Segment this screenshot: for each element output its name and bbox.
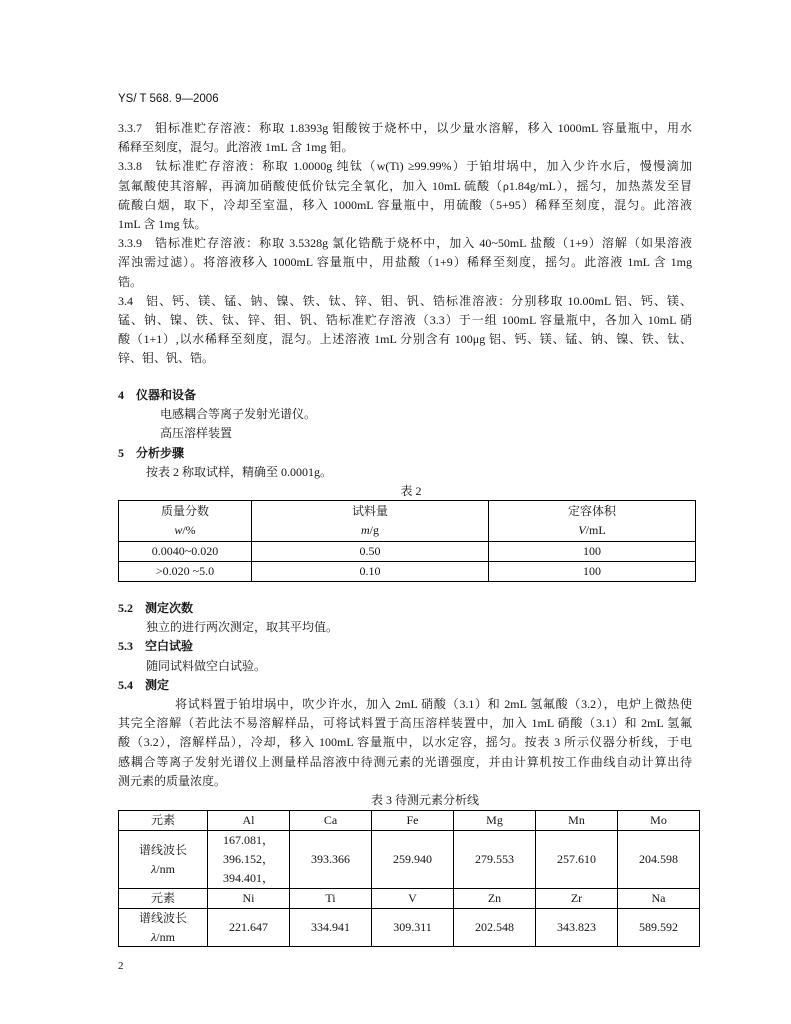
wavelength-value: 396.152，: [222, 852, 274, 866]
unit-label: /mL: [585, 523, 606, 537]
wavelength-cell: 257.610: [536, 831, 618, 889]
element-cell: Mg: [454, 811, 536, 831]
section-number: 5.4: [118, 677, 133, 692]
element-row: [119, 811, 700, 831]
sample-mass-table: [118, 500, 696, 582]
row-label-cell: 元素: [119, 889, 208, 909]
clause-text: 浑浊需过滤）。将溶液移入 1000mL 容量瓶中，用盐酸（1+9）稀释至刻度，摇匀。此溶液 1mL 含 1mg: [118, 255, 692, 270]
section-heading: [118, 599, 692, 618]
clause-text: 钛标准贮存溶液：称取 1.0000g 纯钛（w(Ti) ≥99.99%）于铂坩埚中，加入少许水后，慢慢滴加: [154, 159, 692, 174]
clause-line: [118, 119, 692, 138]
table-header-cell: [119, 501, 252, 542]
clause-text: 铝、钙、镁、锰、钠、镍、铁、钛、锌、钼、钒、锆标准溶液：分别移取 10.00mL 铝、钙、镁、: [145, 293, 692, 308]
standard-solution-clauses: [118, 119, 692, 368]
wavelength-cell: 343.823: [536, 909, 618, 947]
unit-symbol: λ: [151, 861, 157, 876]
table-cell: >0.020 ~5.0: [119, 562, 252, 582]
wavelength-cell: 204.598: [618, 831, 700, 889]
clause-number: 3.3.7: [118, 121, 142, 135]
unit-label: /nm: [156, 861, 175, 876]
table-cell: 0.0040~0.020: [119, 542, 252, 562]
header-unit: [252, 521, 488, 540]
wavelength-cell: 202.548: [454, 909, 536, 947]
element-cell: Ca: [290, 811, 372, 831]
equipment-item: 高压溶样装置: [160, 426, 233, 441]
table-cell: 100: [489, 562, 696, 582]
clause-line: [118, 215, 692, 234]
wavelength-cell: 221.647: [208, 909, 290, 947]
table-cell: 100: [489, 542, 696, 562]
wavelength-value: 167.081，: [222, 833, 274, 847]
element-cell: Mn: [536, 811, 618, 831]
section-title: 测定: [145, 677, 170, 692]
section-number: 4: [118, 388, 124, 402]
wavelength-cell: 589.592: [618, 909, 700, 947]
section-number: 5.2: [118, 601, 133, 615]
element-cell: Ti: [290, 889, 372, 909]
clause-line: [118, 273, 692, 292]
determination-sections: [118, 599, 692, 810]
unit-label: /g: [369, 523, 379, 537]
element-cell: V: [372, 889, 454, 909]
table-row: [119, 562, 696, 582]
unit-symbol: λ: [151, 929, 157, 944]
wavelength-label: 谱线波长: [138, 842, 187, 857]
header-name: 试料量: [351, 504, 388, 518]
clause-line: [118, 177, 692, 196]
analysis-lines-table: [118, 810, 700, 947]
body-text: 按表 2 称取试样，精确至 0.0001g。: [146, 464, 333, 479]
table-header-cell: [252, 501, 489, 542]
header-unit: [119, 521, 251, 540]
unit-symbol: m: [360, 523, 370, 537]
element-cell: Zn: [454, 889, 536, 909]
section-heading: [118, 386, 692, 405]
section-title: 仪器和设备: [136, 388, 197, 402]
clause-line: [118, 330, 692, 349]
header-name: 定容体积: [567, 504, 616, 518]
standard-code: YS/ T 568. 9—2006: [118, 93, 219, 105]
table-header-cell: [489, 501, 696, 542]
section-heading: [118, 676, 692, 695]
unit-symbol: w: [174, 523, 183, 537]
paragraph-line: 酸（3.2），溶解样品），冷却，移入 100mL 容量瓶中，以水定容，摇匀。按表 3 所示仪器分析线，于电: [118, 735, 692, 750]
paragraph-line: 将试料置于铂坩埚中，吹少许水，加入 2mL 硝酸（3.1）和 2mL 氢氟酸（3.2），电炉上微热使: [175, 696, 692, 711]
section-heading: [118, 444, 692, 463]
clause-line: [118, 311, 692, 330]
row-label-cell: 元素: [119, 811, 208, 831]
section-heading: [118, 637, 692, 656]
section-title: 测定次数: [145, 601, 194, 615]
equipment-item: 电感耦合等离子发射光谱仪。: [160, 407, 317, 422]
section-title: 分析步骤: [136, 445, 185, 460]
clause-number: 3.4: [118, 293, 133, 308]
wavelength-label: 谱线波长: [138, 911, 187, 925]
header-unit: [489, 521, 695, 540]
clause-line: [118, 196, 692, 215]
clause-text: 硫酸白烟，取下，冷却至室温，移入 1000mL 容量瓶中，用硫酸（5+95）稀释至刻度，混匀。此溶液: [118, 197, 692, 212]
clause-line: [118, 138, 692, 157]
wavelength-cell: 334.941: [290, 909, 372, 947]
element-cell: Mo: [618, 811, 700, 831]
clause-line: [118, 157, 692, 176]
page-number: 2: [118, 960, 124, 972]
element-cell: Al: [208, 811, 290, 831]
paragraph-line: 其完全溶解（若此法不易溶解样品，可将试料置于高压溶样装置中，加入 1mL 硝酸（3.1）和 2mL 氢氟: [118, 716, 692, 731]
table-header-row: [119, 501, 696, 542]
wavelength-cell: [208, 831, 290, 889]
section-number: 5.3: [118, 639, 133, 654]
table-row: [119, 542, 696, 562]
clause-number: 3.3.8: [118, 159, 142, 174]
clause-text: 锰、钠、镍、铁、钛、锌、钼、钒、锆标准贮存溶液（3.3）于一组 100mL 容量瓶中，各加入 10mL 硝: [118, 312, 692, 327]
clause-number: 3.3.9: [118, 236, 142, 251]
wavelength-unit: [119, 860, 207, 879]
clause-text: 锆标准贮存溶液：称取 3.5328g 氯化锆酰于烧杯中，加入 40~50mL 盐酸（1+9）溶解（如果溶液: [154, 236, 692, 251]
element-cell: Zr: [536, 889, 618, 909]
wavelength-cell: 393.366: [290, 831, 372, 889]
clause-text: 1mL 含 1mg 钛。: [118, 216, 207, 231]
clause-text: 氢氟酸使其溶解，再滴加硝酸使低价钛完全氧化，加入 10mL 硫酸（ρ1.84g/mL），摇匀，加热蒸发至冒: [118, 178, 692, 193]
clause-line: [118, 292, 692, 311]
wavelength-row: [119, 909, 700, 947]
table-caption: 表 3 待测元素分析线: [370, 792, 479, 807]
wavelength-cell: 279.553: [454, 831, 536, 889]
clause-text: 酸（1+1）,以水稀释至刻度，混匀。上述溶液 1mL 分别含有 100μg 铝、钙、镁、锰、钠、镍、铁、钛、: [118, 332, 692, 347]
table-cell: 0.10: [252, 562, 489, 582]
wavelength-row: [119, 831, 700, 889]
wavelength-value: 394.401，: [222, 871, 274, 885]
row-label-cell: [119, 831, 208, 889]
paragraph-line: 测元素的质量浓度。: [118, 773, 227, 788]
section-number: 5: [118, 445, 124, 460]
wavelength-unit: [119, 928, 207, 947]
table-caption: 表 2: [400, 483, 422, 498]
clause-text: 锌、钼、钒、锆。: [118, 351, 215, 366]
header-name: 质量分数: [160, 504, 209, 518]
unit-symbol: V: [578, 523, 586, 537]
element-cell: Ni: [208, 889, 290, 909]
clause-line: [118, 253, 692, 272]
unit-label: /nm: [156, 929, 175, 944]
section-title: 空白试验: [145, 639, 194, 654]
clause-line: [118, 349, 692, 368]
element-row: [119, 889, 700, 909]
clause-text: 锆。: [118, 274, 143, 289]
body-text: 独立的进行两次测定，取其平均值。: [146, 620, 339, 635]
clause-text: 稀释至刻度，混匀。此溶液 1mL 含 1mg 钼。: [118, 140, 354, 155]
row-label-cell: [119, 909, 208, 947]
table-cell: 0.50: [252, 542, 489, 562]
unit-label: /%: [182, 523, 196, 537]
wavelength-cell: 259.940: [372, 831, 454, 889]
element-cell: Fe: [372, 811, 454, 831]
wavelength-cell: 309.311: [372, 909, 454, 947]
body-text: 随同试料做空白试验。: [146, 658, 267, 673]
clause-line: [118, 234, 692, 253]
element-cell: Na: [618, 889, 700, 909]
clause-text: 钼标准贮存溶液：称取 1.8393g 钼酸铵于烧杯中，以少量水溶解，移入 1000mL 容量瓶中，用水: [154, 121, 692, 135]
paragraph-line: 感耦合等离子发射光谱仪上测量样品溶液中待测元素的光谱强度，并由计算机按工作曲线自动计算出待: [118, 754, 692, 769]
instruments-and-procedure: [118, 386, 692, 501]
